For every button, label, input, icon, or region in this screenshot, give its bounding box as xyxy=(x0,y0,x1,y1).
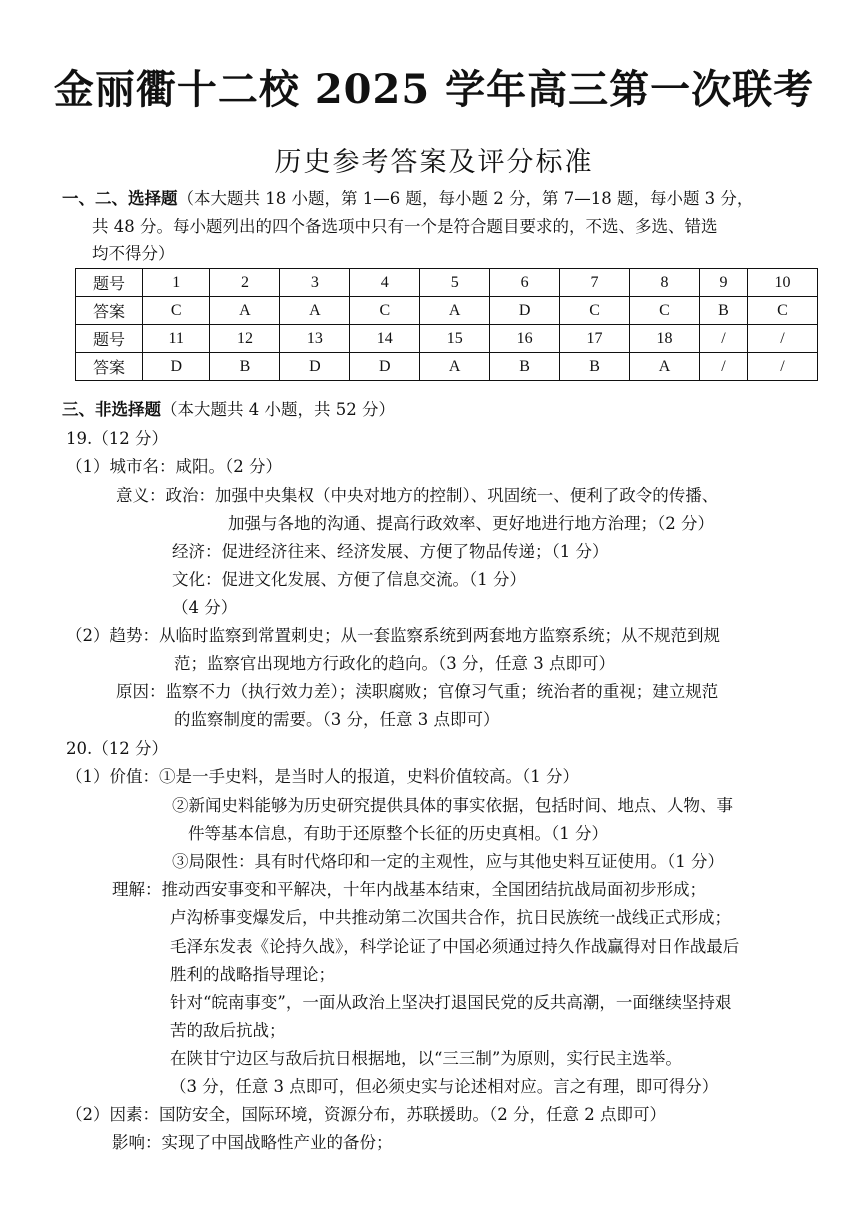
question-number-cell: 14 xyxy=(350,325,420,353)
q19-line-9: 原因：监察不力（执行效力差）；渎职腐败；官僚习气重；统治者的重视；建立规范 xyxy=(116,682,719,701)
answer-cell: A xyxy=(210,297,280,325)
answer-label: 答案 xyxy=(76,297,143,325)
question-number-cell: 8 xyxy=(630,269,700,297)
answer-cell: B xyxy=(210,353,280,381)
q20-line-1: （1）价值：①是一手史料，是当时人的报道，史料价值较高。（1 分） xyxy=(66,767,579,786)
answer-cell: A xyxy=(420,353,490,381)
table-row xyxy=(76,353,818,381)
answer-cell: C xyxy=(747,297,817,325)
question-number-cell: 1 xyxy=(143,269,210,297)
question-number-cell: 6 xyxy=(490,269,560,297)
answer-cell: D xyxy=(350,353,420,381)
page-subtitle: 历史参考答案及评分标准 xyxy=(274,147,594,178)
q20-line-5: 理解：推动西安事变和平解决，十年内战基本结束，全国团结抗战局面初步形成； xyxy=(112,880,706,899)
question-number-cell: 18 xyxy=(630,325,700,353)
question-number-cell: 5 xyxy=(420,269,490,297)
section1-intro-1: （本大题共 18 小题，第 1—6 题，每小题 2 分，第 7—18 题，每小题 3 分， xyxy=(177,189,754,208)
answer-cell: / xyxy=(699,353,747,381)
answer-table xyxy=(75,268,818,381)
q20-line-13: （2）因素：国防安全，国际环境，资源分布，苏联援助。（2 分，任意 2 点即可） xyxy=(66,1105,666,1124)
q20-line-9: 针对“皖南事变”，一面从政治上坚决打退国民党的反共高潮，一面继续坚持艰 xyxy=(170,993,732,1012)
answer-cell: C xyxy=(143,297,210,325)
answer-cell: C xyxy=(350,297,420,325)
answer-cell: / xyxy=(747,353,817,381)
section2-heading-line xyxy=(62,399,395,421)
q20-line-12: （3 分，任意 3 点即可，但必须史实与论述相对应。言之有理，即可得分） xyxy=(170,1077,719,1096)
question-number-cell: 3 xyxy=(280,269,350,297)
question-number-cell: / xyxy=(699,325,747,353)
question-number-cell: 10 xyxy=(747,269,817,297)
answer-cell: B xyxy=(699,297,747,325)
q19-line-10: 的监察制度的需要。（3 分，任意 3 点即可） xyxy=(174,710,500,729)
q20-line-10: 苦的敌后抗战； xyxy=(170,1021,286,1040)
page-title: 金丽衢十二校 2025 学年高三第一次联考 xyxy=(53,66,815,113)
question-number-cell: 13 xyxy=(280,325,350,353)
question-number-cell: 7 xyxy=(560,269,630,297)
q20-line-11: 在陕甘宁边区与敌后抗日根据地，以“三三制”为原则，实行民主选举。 xyxy=(170,1049,682,1068)
section1-intro-3: 均不得分） xyxy=(92,244,175,263)
q19-line-5: 文化：促进文化发展、方便了信息交流。（1 分） xyxy=(172,570,526,589)
section1-intro-2: 共 48 分。每小题列出的四个备选项中只有一个是符合题目要求的，不选、多选、错选 xyxy=(92,217,718,236)
question-number-cell: / xyxy=(747,325,817,353)
question-number-cell: 2 xyxy=(210,269,280,297)
answer-cell: C xyxy=(560,297,630,325)
answer-cell: A xyxy=(420,297,490,325)
q20-heading: 20.（12 分） xyxy=(66,739,168,758)
q19-line-7: （2）趋势：从临时监察到常置刺史；从一套监察系统到两套地方监察系统；从不规范到规 xyxy=(66,626,720,645)
question-number-label: 题号 xyxy=(76,325,143,353)
q19-line-8: 范；监察官出现地方行政化的趋向。（3 分，任意 3 点即可） xyxy=(174,654,615,673)
question-number-label: 题号 xyxy=(76,269,143,297)
question-number-cell: 11 xyxy=(143,325,210,353)
answer-cell: D xyxy=(490,297,560,325)
q19-line-6: （4 分） xyxy=(172,598,238,617)
question-number-cell: 15 xyxy=(420,325,490,353)
q20-line-3: 件等基本信息，有助于还原整个长征的历史真相。（1 分） xyxy=(188,824,608,843)
section1-heading-line xyxy=(62,188,753,210)
q20-line-14: 影响：实现了中国战略性产业的备份； xyxy=(112,1133,393,1152)
q20-line-2: ②新闻史料能够为历史研究提供具体的事实依据，包括时间、地点、人物、事 xyxy=(172,796,733,815)
section1-title: 一、二、选择题 xyxy=(62,189,178,208)
q19-heading: 19.（12 分） xyxy=(66,429,168,448)
answer-cell: B xyxy=(490,353,560,381)
q19-line-4: 经济：促进经济往来、经济发展、方便了物品传递；（1 分） xyxy=(172,542,609,561)
table-row xyxy=(76,297,818,325)
section2-intro: （本大题共 4 小题，共 52 分） xyxy=(161,400,395,419)
answer-cell: A xyxy=(630,353,700,381)
answer-cell: B xyxy=(560,353,630,381)
q20-line-4: ③局限性：具有时代烙印和一定的主观性，应与其他史料互证使用。（1 分） xyxy=(172,852,724,871)
q19-line-2: 意义：政治：加强中央集权（中央对地方的控制）、巩固统一、便利了政令的传播、 xyxy=(116,486,719,505)
question-number-cell: 17 xyxy=(560,325,630,353)
answer-cell: C xyxy=(630,297,700,325)
question-number-cell: 16 xyxy=(490,325,560,353)
section2-title: 三、非选择题 xyxy=(62,400,161,419)
q20-line-7: 毛泽东发表《论持久战》，科学论证了中国必须通过持久作战赢得对日作战最后 xyxy=(170,937,740,956)
question-number-cell: 12 xyxy=(210,325,280,353)
q20-line-8: 胜利的战略指导理论； xyxy=(170,965,335,984)
answer-cell: D xyxy=(143,353,210,381)
question-number-cell: 4 xyxy=(350,269,420,297)
answer-label: 答案 xyxy=(76,353,143,381)
q19-line-1: （1）城市名：咸阳。（2 分） xyxy=(66,457,282,476)
table-row xyxy=(76,269,818,297)
q20-line-6: 卢沟桥事变爆发后，中共推动第二次国共合作，抗日民族统一战线正式形成； xyxy=(170,908,731,927)
q19-line-3: 加强与各地的沟通、提高行政效率、更好地进行地方治理；（2 分） xyxy=(228,514,714,533)
answer-cell: D xyxy=(280,353,350,381)
question-number-cell: 9 xyxy=(699,269,747,297)
table-row xyxy=(76,325,818,353)
answer-table-body xyxy=(76,269,818,381)
answer-cell: A xyxy=(280,297,350,325)
